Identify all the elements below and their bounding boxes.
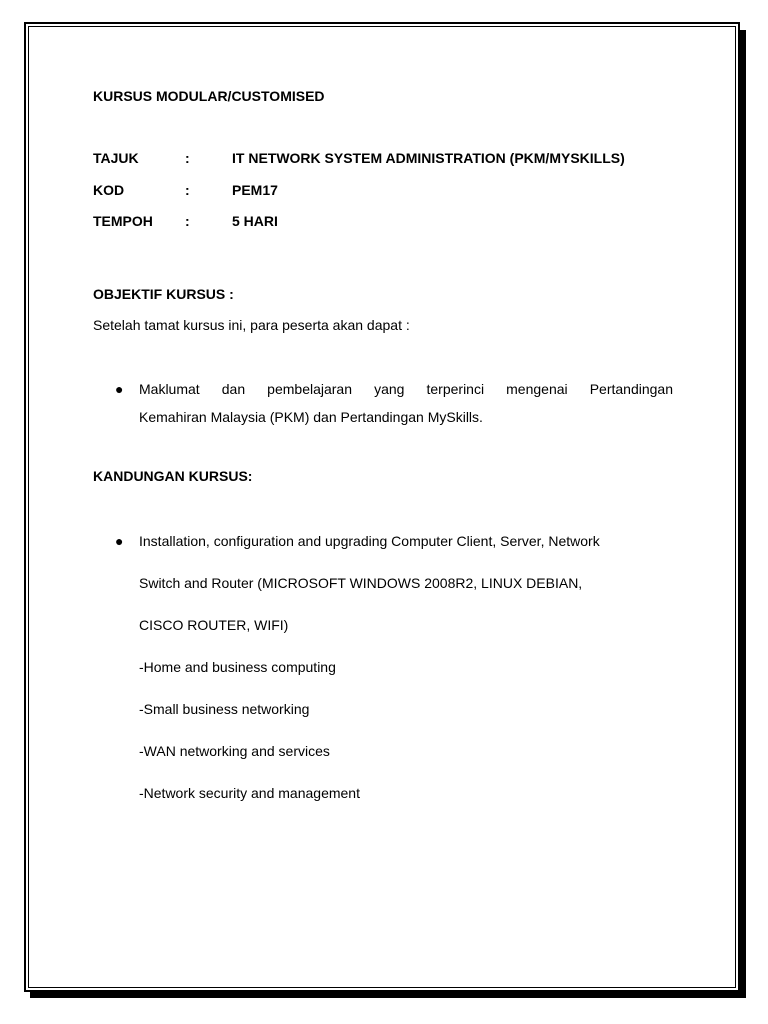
info-colon: : [185, 213, 190, 229]
info-value: 5 HARI [232, 213, 278, 229]
text-line: Maklumat dan pembelajaran yang terperinci mengenai Pertandingan [139, 380, 673, 397]
bullet-icon: ● [115, 532, 124, 549]
text-line: -Home and business computing [139, 658, 336, 675]
course-info-table [93, 148, 673, 243]
text-line: -WAN networking and services [139, 742, 330, 759]
info-key: TEMPOH [93, 213, 153, 229]
info-row-kod [93, 180, 673, 212]
page-border-shadow-bottom [30, 992, 746, 998]
info-value: PEM17 [232, 181, 278, 198]
kandungan-list [93, 520, 673, 814]
info-row-tempoh [93, 211, 673, 243]
kandungan-bullet-text [139, 520, 673, 814]
bullet-icon: ● [115, 380, 124, 397]
document-content [93, 86, 673, 814]
info-colon: : [185, 181, 190, 198]
objektif-heading: OBJEKTIF KURSUS : [93, 285, 234, 302]
text-line: CISCO ROUTER, WIFI) [139, 616, 289, 633]
kandungan-heading: KANDUNGAN KURSUS: [93, 467, 253, 484]
objektif-list [93, 375, 673, 431]
text-line: Installation, configuration and upgrading Computer Client, Server, Network [139, 532, 600, 549]
objektif-intro: Setelah tamat kursus ini, para peserta akan dapat : [93, 316, 410, 333]
list-item [93, 375, 673, 431]
page-border-shadow-right [740, 30, 746, 998]
objektif-bullet-text [139, 375, 673, 431]
info-key: KOD [93, 181, 125, 198]
document-title: KURSUS MODULAR/CUSTOMISED [93, 88, 325, 104]
text-line: Kemahiran Malaysia (PKM) dan Pertandingan MySkills. [139, 408, 483, 425]
text-line: -Network security and management [139, 784, 360, 801]
list-item [93, 520, 673, 814]
info-value: IT NETWORK SYSTEM ADMINISTRATION (PKM/MYSKILLS) [232, 150, 625, 166]
info-key: TAJUK [93, 150, 139, 166]
info-row-tajuk [93, 148, 673, 180]
text-line: Switch and Router (MICROSOFT WINDOWS 2008R2, LINUX DEBIAN, [139, 574, 583, 591]
info-colon: : [185, 150, 190, 166]
text-line: -Small business networking [139, 700, 310, 717]
